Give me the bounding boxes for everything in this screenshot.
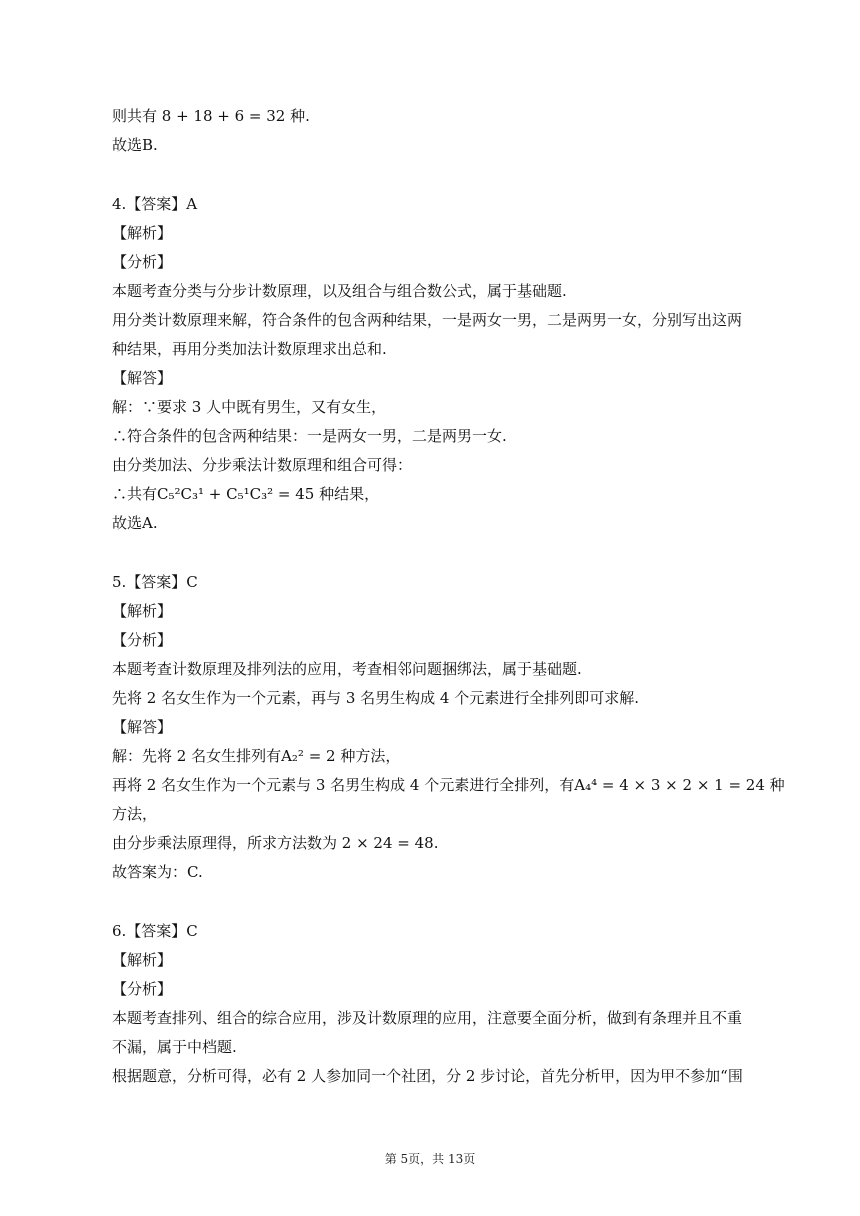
text-line: 【分析】 — [112, 631, 173, 649]
text-line: 【解析】 — [112, 951, 173, 969]
text-line: 故选B. — [112, 136, 158, 154]
text-line: ∴符合条件的包含两种结果：一是两女一男，二是两男一女. — [112, 427, 507, 445]
text-line: 则共有 8 + 18 + 6 = 32 种. — [112, 107, 310, 125]
text-line: 由分步乘法原理得，所求方法数为 2 × 24 = 48. — [112, 834, 439, 852]
text-line: 种结果，再用分类加法计数原理求出总和. — [112, 340, 387, 358]
answer-heading: 6.【答案】C — [112, 922, 198, 940]
text-line: 本题考查排列、组合的综合应用，涉及计数原理的应用，注意要全面分析，做到有条理并且不重 — [112, 1009, 743, 1027]
text-line: 【解答】 — [112, 718, 173, 736]
text-line: 用分类计数原理来解，符合条件的包含两种结果，一是两女一男，二是两男一女，分别写出这两 — [112, 311, 743, 329]
text-line: 故答案为：C. — [112, 863, 203, 881]
text-line: 【解析】 — [112, 224, 173, 242]
text-line: 【解析】 — [112, 602, 173, 620]
text-line: 【分析】 — [112, 253, 173, 271]
formula-line: ∴共有C₅²C₃¹ + C₅¹C₃² = 45 种结果， — [112, 485, 380, 503]
text-line: 由分类加法、分步乘法计数原理和组合可得： — [112, 456, 413, 474]
text-line: 方法， — [112, 805, 158, 823]
text-line: 先将 2 名女生作为一个元素，再与 3 名男生构成 4 个元素进行全排列即可求解. — [112, 689, 640, 707]
formula-line: 再将 2 名女生作为一个元素与 3 名男生构成 4 个元素进行全排列，有A₄⁴ = 4 × 3 × 2 × 1 = 24 种 — [112, 776, 785, 794]
text-line: 本题考查分类与分步计数原理，以及组合与组合数公式，属于基础题. — [112, 282, 567, 300]
answer-heading: 5.【答案】C — [112, 573, 198, 591]
formula-line: 解：先将 2 名女生排列有A₂² = 2 种方法， — [112, 747, 401, 765]
text-line: 根据题意，分析可得，必有 2 人参加同一个社团，分 2 步讨论，首先分析甲，因为甲不参加“围 — [112, 1067, 743, 1085]
text-line: 【分析】 — [112, 980, 173, 998]
text-line: 故选A. — [112, 514, 158, 532]
text-line: 不漏，属于中档题. — [112, 1038, 237, 1056]
text-line: 【解答】 — [112, 369, 173, 387]
text-line: 本题考查计数原理及排列法的应用，考查相邻问题捆绑法，属于基础题. — [112, 660, 582, 678]
answer-heading: 4.【答案】A — [112, 195, 198, 213]
text-line: 解：∵要求 3 人中既有男生，又有女生， — [112, 398, 387, 416]
page-footer: 第 5页，共 13页 — [384, 1152, 476, 1166]
